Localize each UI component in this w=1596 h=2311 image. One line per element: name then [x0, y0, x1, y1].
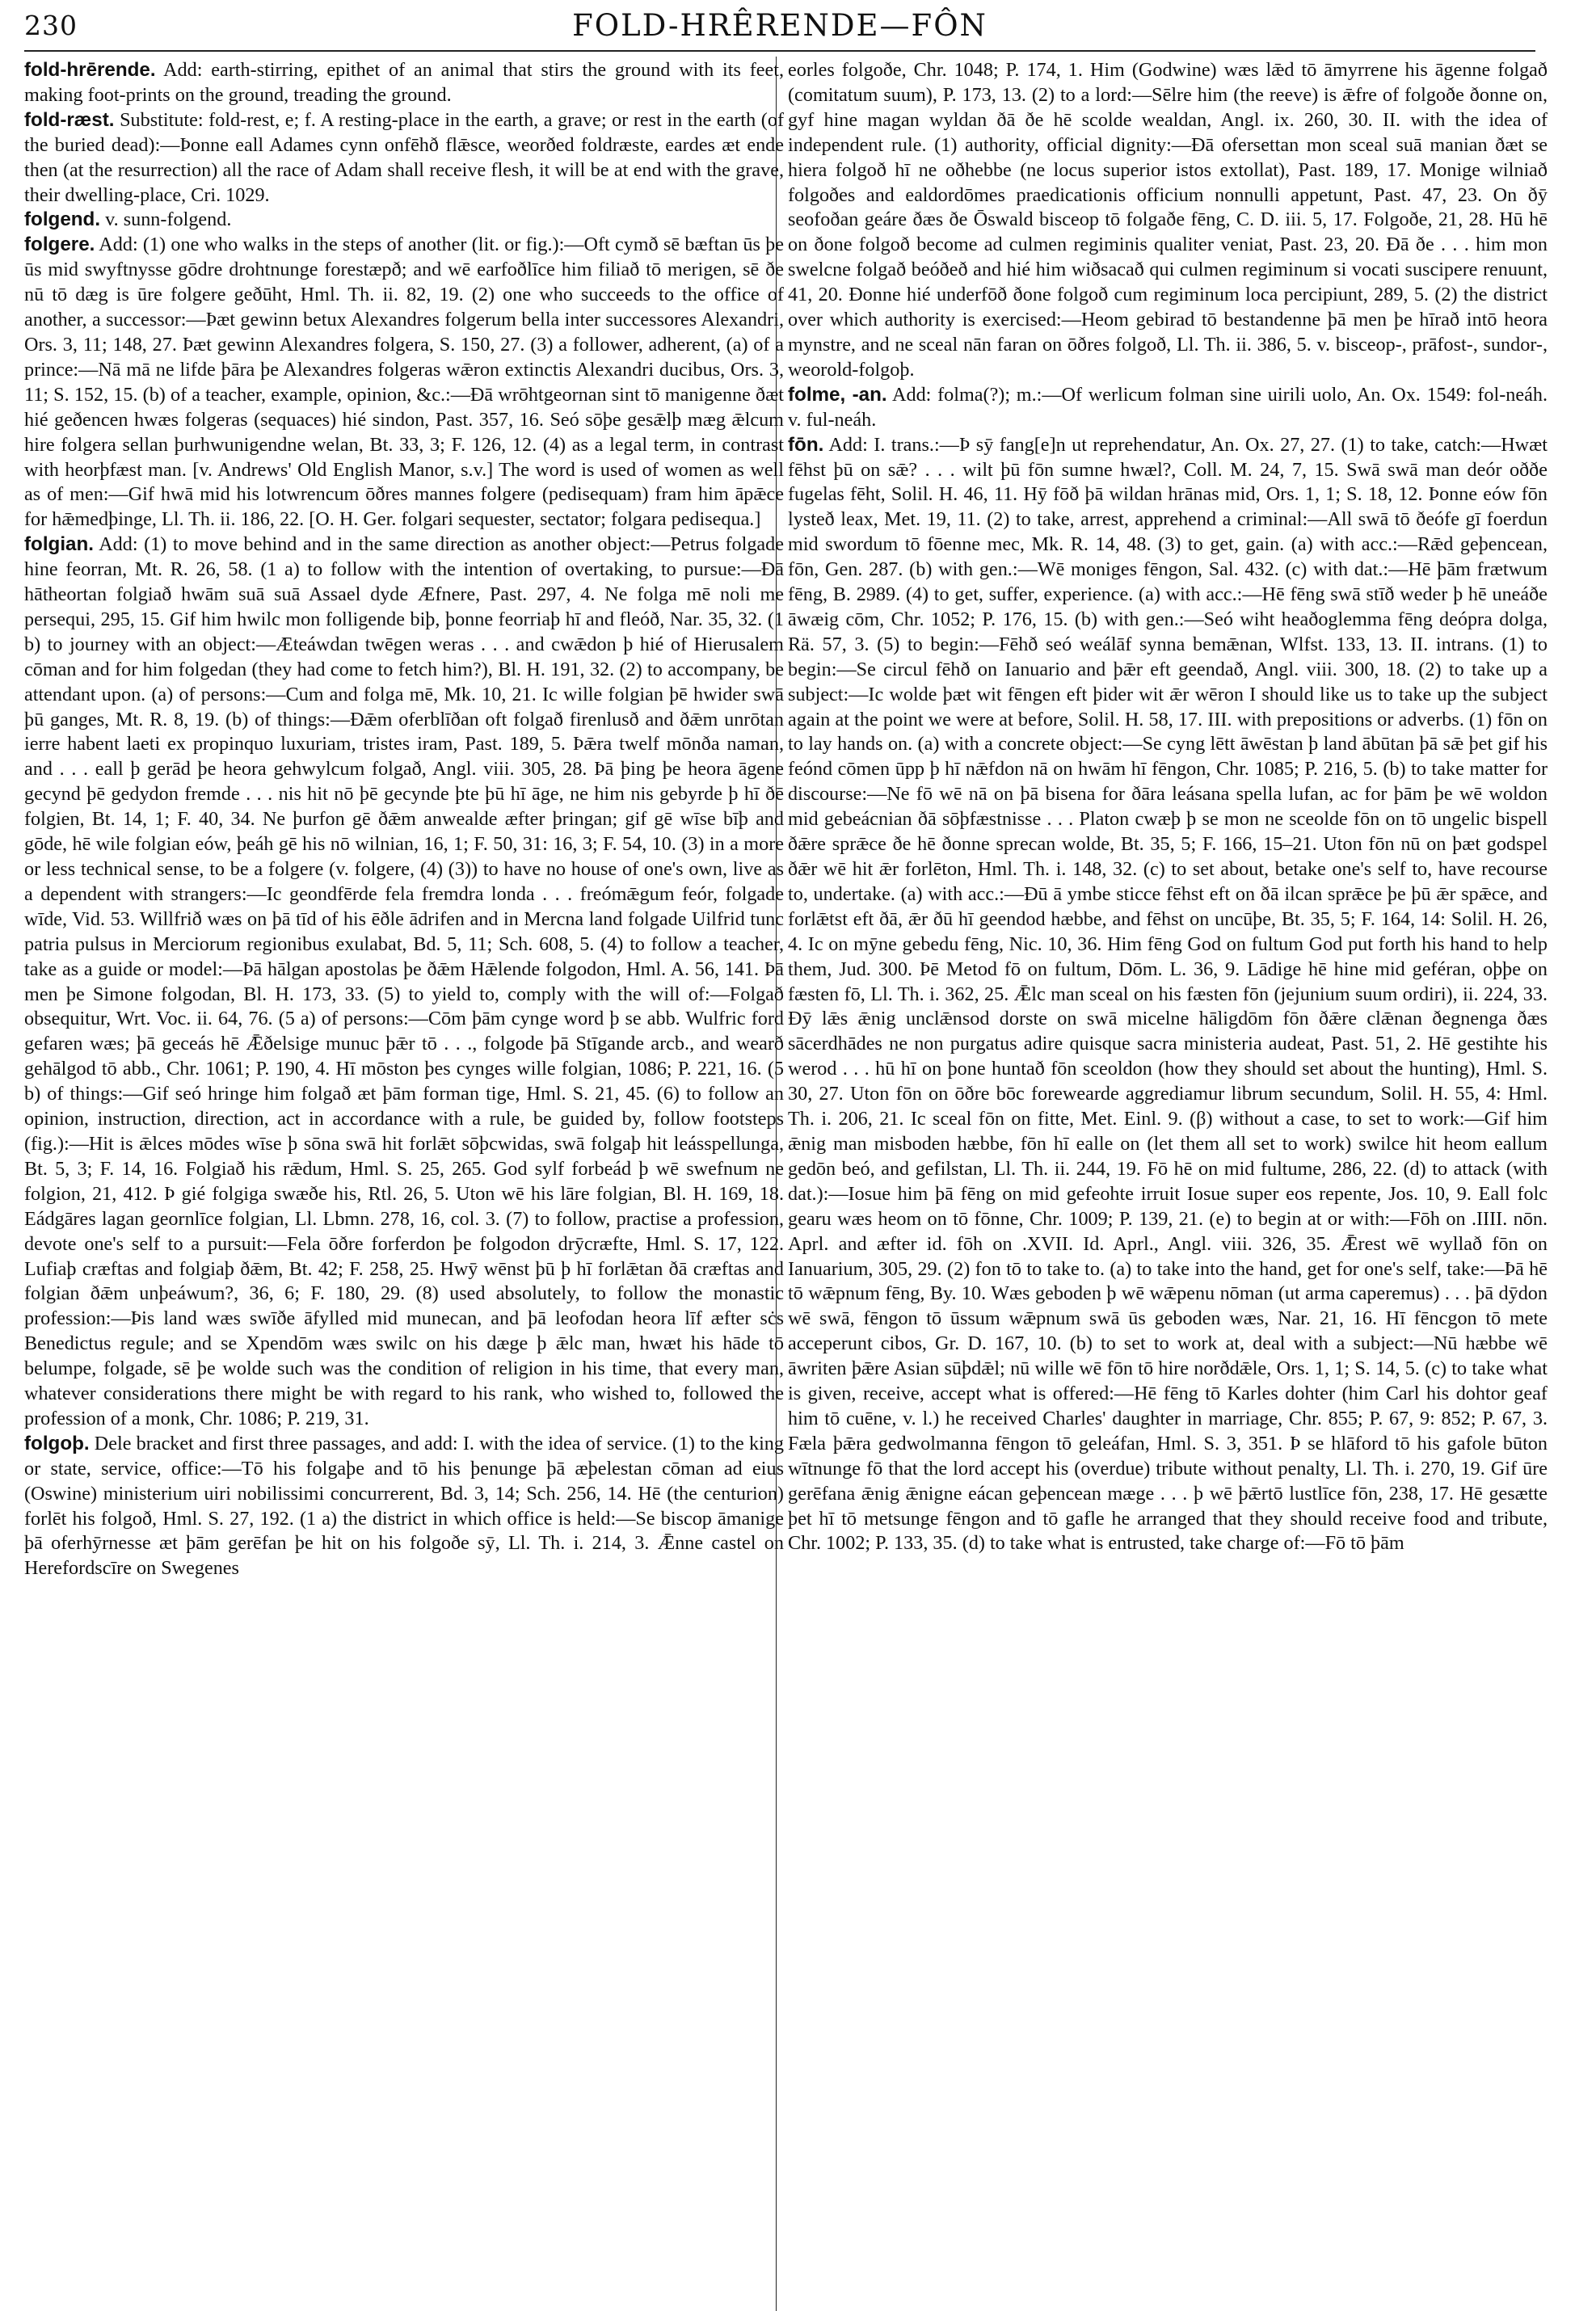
left-column — [24, 58, 784, 2296]
page-number: 230 — [24, 10, 78, 41]
headword: folgend. — [24, 208, 101, 231]
entry-fold-hrerende — [24, 58, 784, 108]
entry-text: Dele bracket and first three passages, and add: I. with the idea of service. (1) to the king or state, service, office:—Tō his folgaþe and tō his þenunge þā æþelestan cōman ad eius (Oswine) ministerium uiri nobilissimi concurrerent, Bd. 3, 14; Sch. 256, 14. Hē (the centurion) forlēt his folgoð, Hml. S. 27, 192. (1 a) the district in which office is held:—Se biscop āmanige þā oferhȳrnesse æt þām gerēfan þe hit on his folgoðe sȳ, Ll. Th. i. 214, 3. Ǣnne castel on Herefordscīre on Swegenes — [24, 1432, 784, 1580]
entry-folme — [788, 383, 1548, 433]
entry-folgoth — [24, 1432, 784, 1581]
entry-text: v. sunn-folgend. — [100, 208, 232, 231]
entry-fold-raest — [24, 108, 784, 208]
entry-folgend — [24, 208, 784, 233]
headword: folgian. — [24, 533, 94, 556]
entry-text: Substitute: fold-rest, e; f. A resting-place in the earth, a grave; or rest in the earth (of the buried dead):—Þonne eall Adames cynn onfēhð flǣsce, weorðed foldræste, eardes æt ende then (at the resurrection) all the race of Adam shall receive flesh, it will be at end with the grave, their dwelling-place, Cri. 1029. — [24, 108, 784, 206]
entry-folgere — [24, 233, 784, 532]
headword: fōn. — [788, 433, 824, 456]
entry-text: Add: (1) one who walks in the steps of another (lit. or fig.):—Oft cymð sē bæftan ūs þe ūs mid swyftnysse gōdre drohtnunge forestæpð; and wē earfoðlīce him filiað tō merigen, sē ðe nū tō dæg is ūre folgere geðūht, Hml. Th. ii. 82, 19. (2) one who succeeds to the office of another, a successor:—Þæt gewinn betux Alexandres folgerum bella inter successores Alexandri, Ors. 3, 11; 148, 27. Þæt gewinn Alexandres folgera, S. 150, 27. (3) a follower, adherent, (a) of a prince:—Nā mā ne lifde þāra þe Alexandres folgeras wǣron extinctis Alexandri ducibus, Ors. 3, 11; S. 152, 15. (b) of a teacher, example, opinion, &c.:—Ðā wrōhtgeornan sint tō manigenne ðæt hié geðencen hwæs folgeras (sequaces) hié sindon, Past. 357, 16. Seó sōþe gesǣlþ mæg ǣlcum hire folgera sellan þurhwunigendne welan, Bt. 33, 3; F. 126, 12. (4) as a legal term, in contrast with heorþfæst man. [v. Andrews' Old English Manor, s.v.] The word is used of women as well as of men:—Gif hwā mid his lotwrencum ōðres mannes folgere (pedisequam) fram him āpǣce for hǣmedþinge, Ll. Th. ii. 186, 22. [O. H. Ger. folgari sequester, sectator; folgara pedisequa.] — [24, 234, 784, 531]
headword: folme, -an. — [788, 383, 887, 406]
headword: fold-ræst. — [24, 108, 115, 131]
headword: folgoþ. — [24, 1432, 90, 1454]
headword: folgere. — [24, 234, 95, 256]
page-header — [24, 5, 1535, 50]
headword: fold-hrērende. — [24, 59, 156, 81]
header-rule — [24, 50, 1535, 52]
entry-text: eorles folgoðe, Chr. 1048; P. 174, 1. Him (Godwine) wæs lǣd tō āmyrrene his āgenne folgað (comitatum suum), P. 173, 13. (2) to a lord:—Sēlre him (the reeve) is ǣfre of folgoðe ðonne on, gyf hine magan wyldan ðā ðe hē scolde wealdan, Angl. ix. 260, 30. II. with the idea of independent rule. (1) authority, official dignity:—Ðā ofersettan mon sceal suā manian ðæt se hiera folgoð hī ne oðhebbe (ne locus superior istos extollat), Past. 189, 17. Monige wilniað folgoðes and ealdordōmes praedicationis officium nonnulli appetunt, Past. 47, 23. On ðȳ seofoðan geáre ðæs ðe Ōswald bisceop tō folgaðe fēng, C. D. iii. 5, 17. Folgoðe, 21, 28. Hū hē on ðone folgoð become ad culmen regiminis qualiter veniat, Past. 23, 20. Ðā ðe . . . him mon swelcne folgað beóðeð and hié him wiðsacað qui culmen regiminum si vocati suscipere renuunt, 41, 20. Ðonne hié underfōð ðone folgoð cum regiminum loca percipiunt, 289, 5. (2) the district over which authority is exercised:—Heom gebirad tō bestandenne þā men þe hīrað intō heora mynstre, and ne sceal nān faran on ōðres folgoð, Ll. Th. ii. 386, 5. v. bisceop-, prāfost-, sundor-, weorold-folgoþ. — [788, 59, 1548, 381]
running-title: FOLD-HRÊRENDE—FÔN — [572, 8, 987, 43]
entry-folgian — [24, 532, 784, 1432]
entry-fon — [788, 433, 1548, 1557]
entry-text: Add: (1) to move behind and in the same direction as another object:—Petrus folgade hine feorran, Mt. R. 26, 58. (1 a) to follow with the intention of overtaking, to pursue:—Ðā hātheortan folgiað hwām suā suā Assael dyde Æfnere, Past. 297, 4. Ne folga mē noli me persequi, 295, 15. Gif him hwilc mon folligende biþ, þonne feorriaþ hī and fleóð, Nar. 35, 32. (1 b) to journey with an object:—Æteáwdan twēgen weras . . . and cwǣdon þ hié of Hierusalem cōman and for him folgedan (they had come to fetch him?), Bl. H. 191, 32. (2) to accompany, be attendant upon. (a) of persons:—Cum and folga mē, Mk. 10, 21. Ic wille folgian þē hwider swā þū ganges, Mt. R. 8, 19. (b) of things:—Ðǣm oferblīðan oft folgað firenlusð and ðǣm unrōtan ierre habent laeti ex propinquo luxuriam, tristes iram, Past. 189, 5. Þǣra twelf mōnða naman, and . . . eall þ gerād þe heora gehwylcum folgað, Angl. viii. 305, 28. Þā þing þe heora āgene gecynd þē gedydon fremde . . . nis hit nō þē gecynde þte þū hī āge, ne him nis gebyrde þ hī ðē folgien, Bt. 14, 1; F. 40, 34. Ne þurfon gē ðǣm anwealde æfter þringan; gif gē wīse bīþ and gōde, hē wile folgian eów, þeáh gē his nō wilnian, 16, 1; F. 50, 31: 16, 3; F. 54, 10. (3) in a more or less technical sense, to be a folgere (v. folgere, (4) (3)) to have no house of one's own, live as a dependent with strangers:—Ic geondfērde fela fremdra londa . . . freómǣgum feór, folgade wīde, Vid. 53. Willfrið wæs on þā tīd of his ēðle ādrifen and in Mercna land folgade Uilfrid tunc patria pulsus in Merciorum regionibus exulabat, Bd. 5, 11; Sch. 608, 5. (4) to follow a teacher, take as a guide or model:—Þā hālgan apostolas þe ðǣm Hǣlende folgodon, Hml. A. 56, 141. Þā men þe Simone folgodan, Bl. H. 173, 33. (5) to yield to, comply with the will of:—Folgað obsequitur, Wrt. Voc. ii. 64, 76. (5 a) of persons:—Cōm þām cynge word þ se abb. Wulfric ford gefaren wæs; þā geceás hē Ǣðelsige munuc þǣr tō . . ., folgode þā Stīgande arcb., and wearð gehālgod tō abb., Chr. 1061; P. 190, 4. Hī mōston þes cynges wille folgian, 1086; P. 221, 16. (5 b) of things:—Gif seó hringe him folgað æt þām forman tige, Hml. S. 21, 45. (6) to follow an opinion, instruction, direction, act in accordance with a rule, be guided by, follow footsteps (fig.):—Hit is ǣlces mōdes wīse þ sōna swā hit forlǣt sōþcwidas, swā folgaþ hit leásspellunga, Bt. 5, 3; F. 14, 16. Folgiað his rǣdum, Hml. S. 25, 265. God sylf forbeád þ wē swefnum ne folgion, 21, 412. Þ gié folgiga swæðe his, Rtl. 26, 5. Uton wē his lāre folgian, Bl. H. 169, 18. Eádgāres lagan geornlīce folgian, Ll. Lbmn. 278, 16, col. 3. (7) to follow, practise a profession, devote one's self to a pursuit:—Fela ōðre forferdon þe folgodon drȳcræfte, Hml. S. 17, 122. Lufiaþ cræftas and folgiaþ ðǣm, Bt. 42; F. 258, 25. Hwȳ wēnst þū þ hī forlǣtan ðā cræftas and folgian ðǣm unþeáwum?, 36, 6; F. 180, 29. (8) used absolutely, to follow the monastic profession:—Þis land wæs swīðe āfylled mid munecan, and þā leofodan heora līf æfter sċs Benedictus regule; and se Xpendōm wæs swilc on his dæge þ ǣlc man, hwæt his hāde tō belumpe, folgade, sē þe wolde such was the condition of religion in his time, that every man, whatever considerations there might be with regard to his rank, who wished to, followed the profession of a monk, Chr. 1086; P. 219, 31. — [24, 533, 784, 1429]
entry-text: Add: earth-stirring, epithet of an animal that stirs the ground with its feet, making foot-prints on the ground, treading the ground. — [24, 59, 784, 106]
entry-folgoth-continued — [788, 58, 1548, 383]
entry-text: Add: folma(?); m.:—Of werlicum folman sine uirili uolo, An. Ox. 1549: fol-neáh. v. ful-neáh. — [788, 383, 1548, 431]
right-column — [788, 58, 1548, 2296]
entry-text: Add: I. trans.:—Þ sȳ fang[e]n ut reprehendatur, An. Ox. 27, 27. (1) to take, catch:—Hwæt fēhst þū on sǣ? . . . wilt þū fōn sumne hwæl?, Coll. M. 24, 7, 15. Swā swā man deór oððe fugelas fēht, Solil. H. 46, 11. Hȳ fōð þā wildan hrānas mid, Ors. 1, 1; S. 18, 12. Þonne eów fōn lysteð leax, Met. 19, 11. (2) to take, arrest, apprehend a criminal:—All swā tō ðeófe gī foerdun mid swordum tō fōenne mec, Mk. R. 14, 48. (3) to get, gain. (a) with acc.:—Rǣd geþencean, fōn, Gen. 287. (b) with gen.:—Wē moniges fēngon, Sal. 432. (c) with dat.:—Hē þām frætwum fēng, B. 2989. (4) to get, suffer, experience. (a) with acc.:—Hē fēng swā stīð weder þ hē uneáðe āwæig cōm, Chr. 1052; P. 176, 15. (b) with gen.:—Seó wiht heaðoglemma fēng deópra dolga, Rä. 57, 3. (5) to begin:—Fēhð seó weálāf synna bemǣnan, Wlfst. 133, 13. II. intrans. (1) to begin:—Se circul fēhð on Ianuario and þǣr eft geendað, Angl. viii. 300, 18. (2) to take up a subject:—Ic wolde þæt wit fēngen eft þider wit ǣr wēron I should like us to take up the subject again at the point we were at before, Solil. H. 58, 17. III. with prepositions or adverbs. (1) fōn on to lay hands on. (a) with a concrete object:—Se cyng lētt āwēstan þ land ābūtan þā sǣ þet gif his feónd cōmen ūpp þ hī nǣfdon nā on hwām hī fēngon, Chr. 1085; P. 216, 5. (b) to take matter for discourse:—Ne fō wē nā on þā bisena for ðāra leásana spella lufan, ac for þām þe wē woldon mid gebeácnian ðā sōþfæstnisse . . . Platon cwæþ þ se mon ne sceolde fōn on tō ungelic bispell ðǣre sprǣce ðe hē ðonne sprecan wolde, Bt. 35, 5; F. 166, 15–21. Uton fōn nū on þæt godspel ðǣr wē hit ǣr forlēton, Hml. Th. i. 148, 32. (c) to set about, betake one's self to, have recourse to, undertake. (a) with acc.:—Ðū ā ymbe sticce fēhst eft on ðā ilcan sprǣce þe þū ǣr spǣce, and forlǣtst eft ðā, ǣr ðū hī geendod hæbbe, and fēhst on uncūþe, Bt. 35, 5; F. 164, 14: Solil. H. 26, 4. Ic on mȳne gebedu fēng, Nic. 10, 36. Him fēng God on fultum God put forth his hand to help them, Jud. 300. Þē Metod fō on fultum, Dōm. L. 36, 9. Lādige hē hine mid geféran, oþþe on fæsten fō, Ll. Th. i. 362, 25. Ǣlc man sceal on his fæsten fōn (jejunium suum ordiri), ii. 224, 33. Ðȳ lǣs ǣnig unclǣnsod dorste on swā micelne hāligdōm fōn ðǣre clǣnan ðegnenga ðæs sācerdhādes ne non purgatus adire quisque sacra ministeria audeat, Past. 51, 2. Hē gestihte his werod . . . hū hī on þone huntað fōn sceoldon (how they should set about the hunting), Hml. S. 30, 27. Uton fōn on ōðre bōc forewearde aggrediamur librum secundum, Solil. H. 55, 4: Hml. Th. i. 206, 21. Ic sceal fōn on fitte, Met. Einl. 9. (β) without a case, to set to work:—Gif him ǣnig man misboden hæbbe, fōn hī ealle on (let them all set to work) swilce hit heom eallum gedōn beó, and gefilstan, Ll. Th. ii. 244, 19. Fō hē on mid fultume, 286, 22. (d) to attack (with dat.):—Iosue him þā fēng on mid gefeohte irruit Iosue super eos repente, Jos. 10, 9. Eall folc gearu wæs heom on tō fōnne, Chr. 1009; P. 139, 21. (e) to begin at or with:—Fōh on .IIII. nōn. Aprl. and æfter id. fōh on .XVII. Id. Aprl., Angl. viii. 326, 35. Ǣrest wē wyllað fōn on Ianuarium, 305, 29. (2) fon tō to take to. (a) to take into the hand, get for one's self, take:—Þā hē tō wǣpnum fēng, By. 10. Wæs geboden þ wē wǣpenu nōman (ut arma caperemus) . . . þā dȳdon wē swā, fēngon tō ūssum wǣpnum swā ūs geboden wæs, Nar. 21, 16. Hī fēncgon tō mete acceperunt cibos, Gr. D. 167, 10. (b) to set to work at, deal with a subject:—Nū hæbbe wē āwriten þǣre Asian sūþdǣl; nū wille wē fōn tō hire norðdǣle, Ors. 1, 1; S. 14, 5. (c) to take what is given, receive, accept what is offered:—Hē fēng tō Karles dohter (him Carl his dohtor geaf him tō cuēne, v. l.) he received Charles' daughter in marriage, Chr. 855; P. 67, 9: 852; P. 67, 3. Fæla þǣra gedwolmanna fēngon tō geleáfan, Hml. S. 3, 351. Þ se hlāford tō his gafole būton wītnunge fō that the lord accept his (overdue) tribute without penalty, Ll. Th. i. 270, 19. Gif ūre gerēfana ǣnig ǣnigne eácan geþencean mæge . . . þ wē þǣrtō lustlīce fōn, 238, 17. Hē gesætte þet hī tō metsunge fēngon and tō gafle he arranged that they should receive food and tribute, Chr. 1002; P. 133, 35. (d) to take what is entrusted, take charge of:—Fō tō þām — [788, 433, 1548, 1555]
